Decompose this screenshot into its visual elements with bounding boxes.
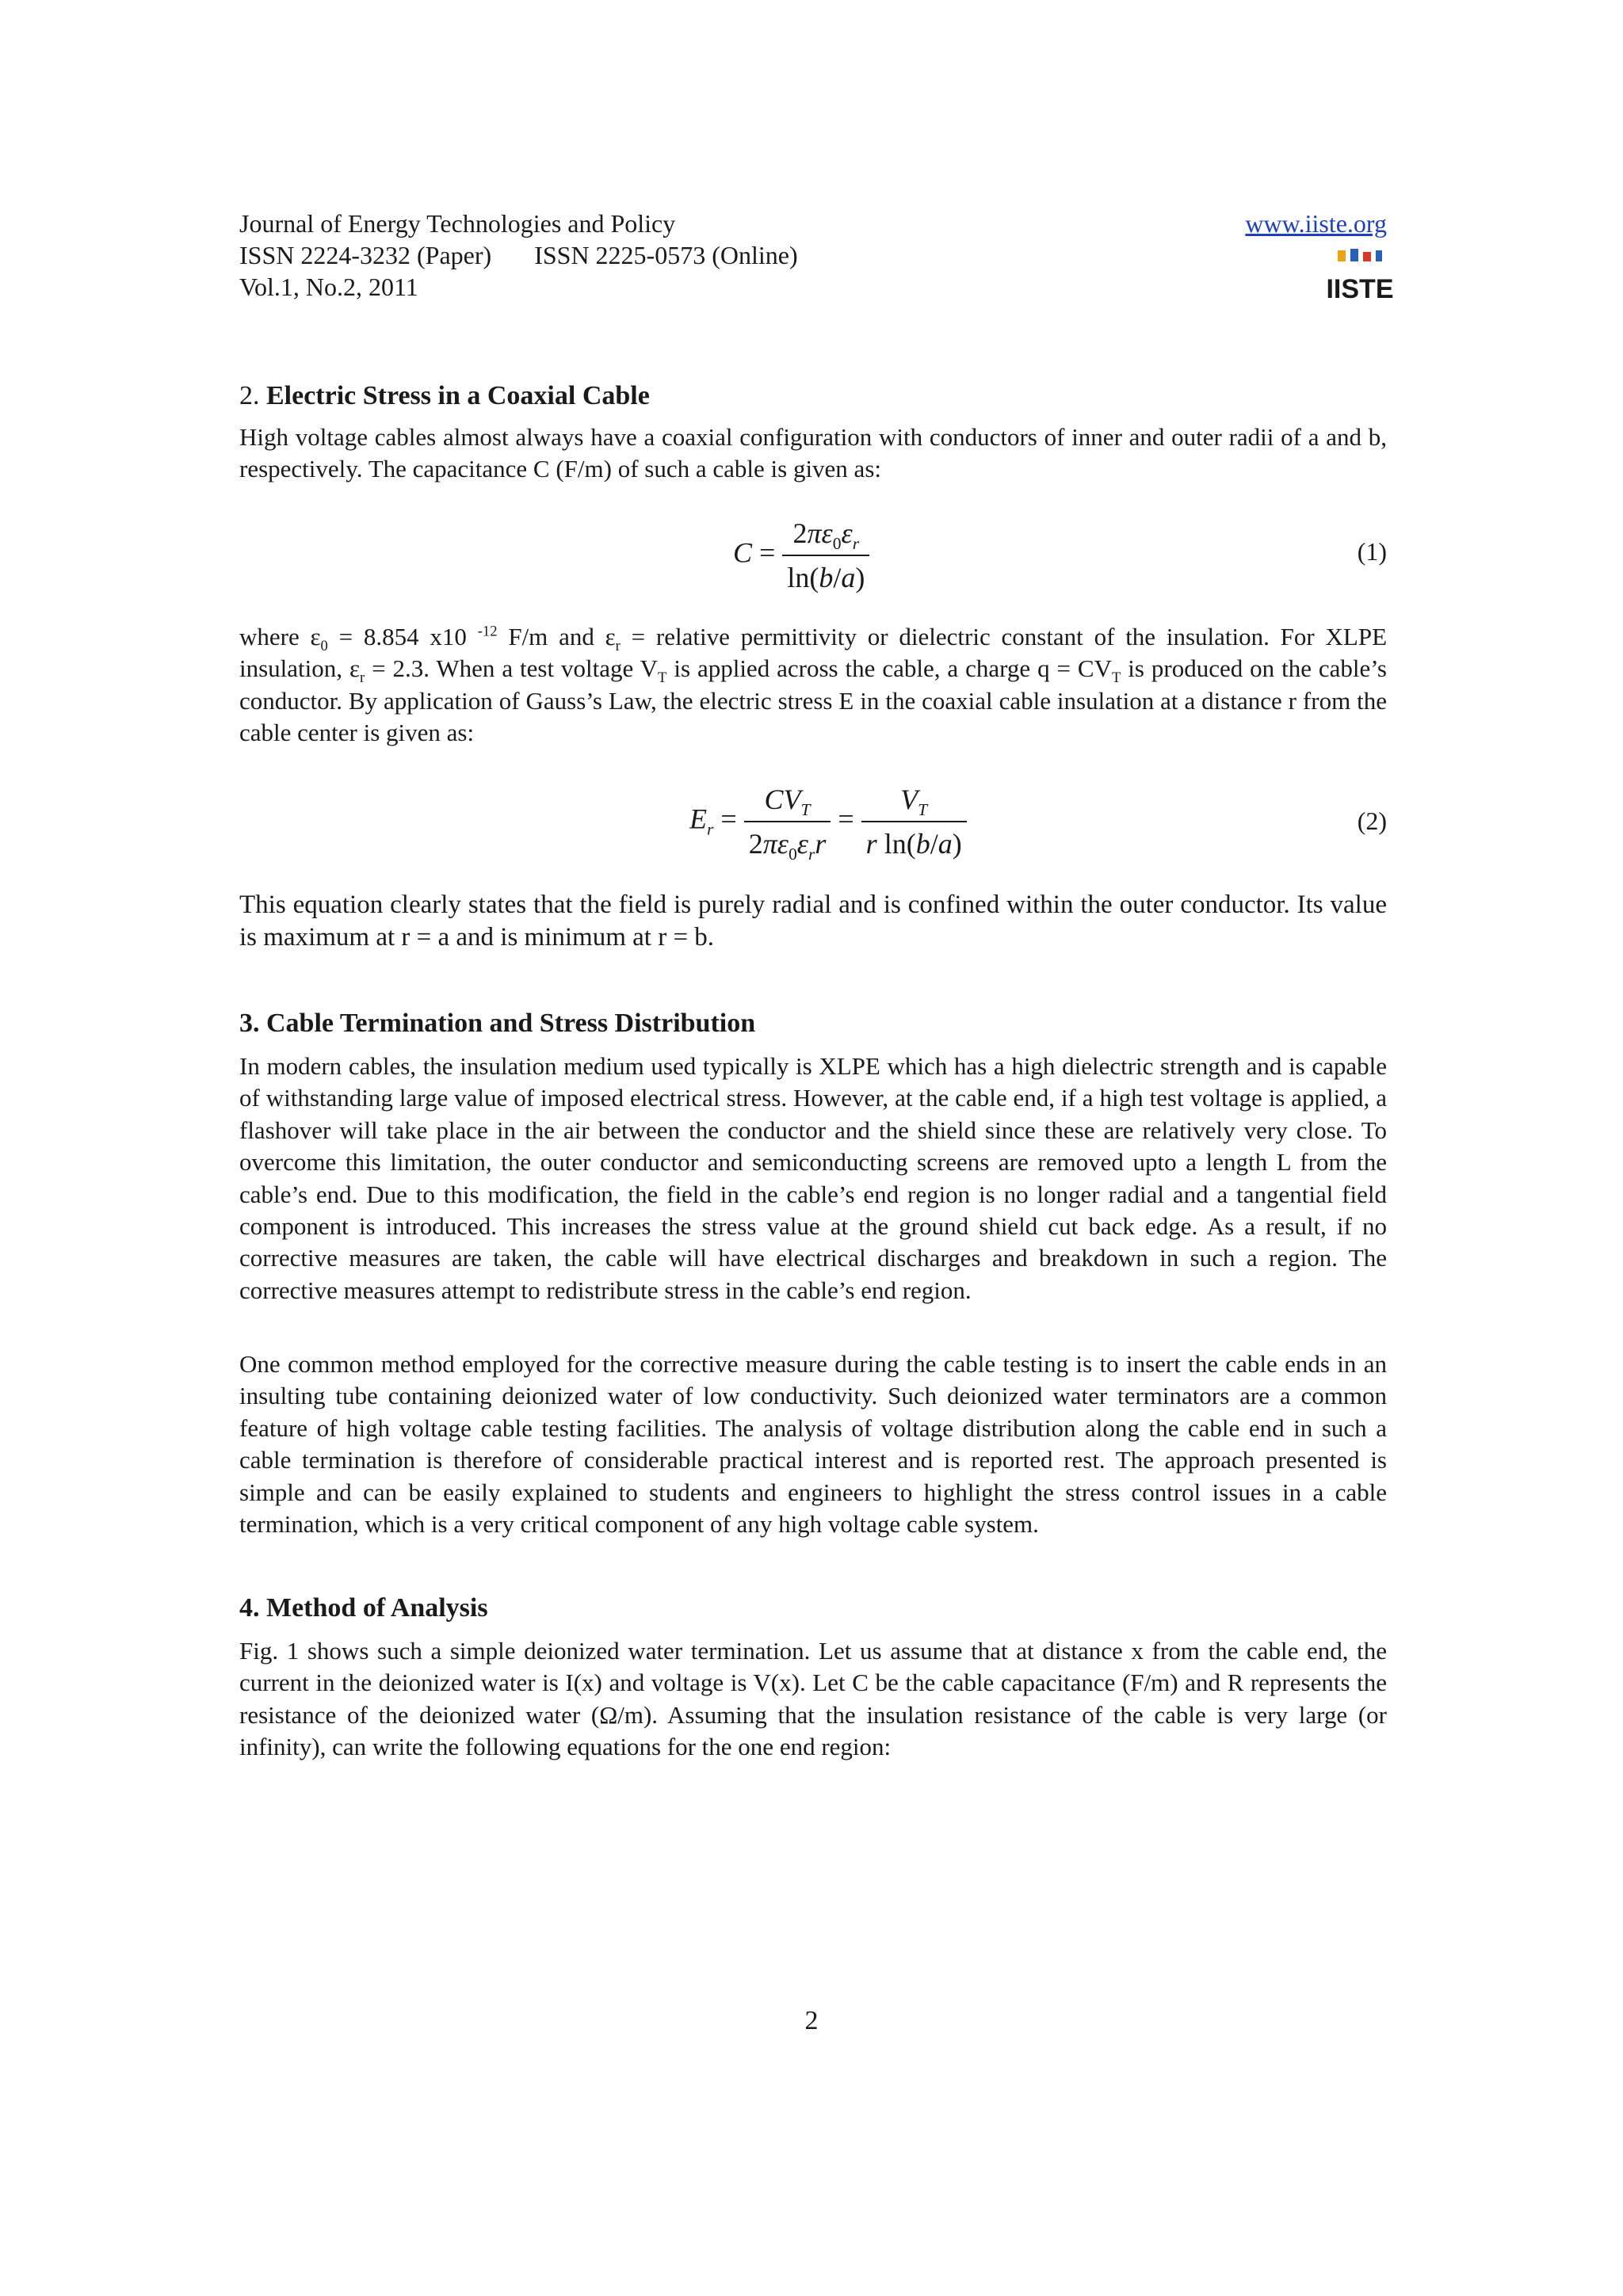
- equation-1-number: (1): [1357, 537, 1387, 566]
- section-4-heading: [239, 1592, 488, 1624]
- section-2-paragraph-3: This equation clearly states that the field is purely radial and is confined within the outer conductor. Its value is maximum at r = a and is minimum at r = b.: [239, 891, 1387, 952]
- issn-paper: ISSN 2224-3232 (Paper): [239, 241, 492, 269]
- page-number: 2: [804, 2006, 819, 2035]
- section-2-title: Electric Stress in a Coaxial Cable: [266, 381, 650, 410]
- equation-2-fraction-2: $\frac{V_T}{\text{r ln(b/a)}}$: [861, 783, 967, 860]
- volume-info: Vol.1, No.2, 2011: [239, 273, 418, 301]
- website-link[interactable]: www.iiste.org: [1245, 209, 1387, 238]
- journal-header: [239, 208, 1394, 304]
- section-3-paragraph-1: In modern cables, the insulation medium used typically is XLPE which has a high dielectric strength and is capable of withstanding large value of imposed electrical stress. However, at the cable end, if a high test voltage is applied, a flashover will take place in the air between the conductor and the shield since these are relatively very close. To overcome this limitation, the outer conductor and semiconducting screens are removed upto a length L from the cable’s end. Due to this modification, the field in the cable’s end region is no longer radial and a tangential field component is introduced. This increases the stress value at the ground shield cut back edge. As a result, if no corrective measures are taken, the cable will have electrical discharges and breakdown in such a region. The corrective measures attempt to redistribute stress in the cable’s end region.: [239, 1052, 1387, 1304]
- equation-2: $E_r$ = $\frac{CV_T}{2\pi\varepsilon_0\varepsilon_rr}$ = $\frac{V_T}{\text{r ln(b/a)}}$: [689, 783, 967, 860]
- section-2-number: 2.: [239, 381, 260, 410]
- issn-online: ISSN 2225-0573 (Online): [534, 241, 798, 269]
- iiste-logo: [1326, 247, 1394, 304]
- equation-2-number: (2): [1357, 807, 1387, 835]
- section-3-title: 3. Cable Termination and Stress Distribution: [239, 1009, 756, 1038]
- logo-text: IISTE: [1326, 274, 1394, 304]
- equation-1: C = $\frac{2\pi\varepsilon_0\varepsilon_r}{\ln(b/a)}$: [733, 517, 869, 594]
- section-2-paragraph-2: where $\varepsilon_0 = 8.854$ x10 $^{-12}$ F/m and $\varepsilon_r$ = relative permittivity or dielectric constant of the insulation. For XLPE insulation, $\varepsilon_r = 2.3$. When a test voltage $V_T$ is applied across the cable, a charge $q = CV_T$ is produced on the cable’s conductor. By application of Gauss’s Law, the electric stress E in the coaxial cable insulation at a distance r from the cable center is given as:: [239, 623, 1388, 747]
- journal-title: Journal of Energy Technologies and Policy: [239, 209, 676, 238]
- equation-1-fraction: $\frac{2\pi\varepsilon_0\varepsilon_r}{\ln(b/a)}$: [782, 517, 869, 594]
- section-4-title: 4. Method of Analysis: [239, 1593, 488, 1623]
- section-3-paragraph-2: One common method employed for the corrective measure during the cable testing is to insert the cable ends in an insulting tube containing deionized water of low conductivity. Such deionized water terminators are a common feature of high voltage cable testing facilities. The analysis of voltage distribution along the cable end in such a cable termination is therefore of considerable practical interest and is reported rest. The approach presented is simple and can be easily explained to students and engineers to highlight the stress control issues in a cable termination, which is a very critical component of any high voltage cable system.: [239, 1350, 1387, 1539]
- issn-line: [239, 239, 1387, 271]
- section-2-paragraph-1: High voltage cables almost always have a coaxial configuration with conductors of inner and outer radii of a and b, respectively. The capacitance C (F/m) of such a cable is given as:: [239, 423, 1387, 483]
- section-4-paragraph-1: Fig. 1 shows such a simple deionized water termination. Let us assume that at distance x from the cable end, the current in the deionized water is I(x) and voltage is V(x). Let C be the cable capacitance (F/m) and R represents the resistance of the deionized water (Ω/m). Assuming that the insulation resistance of the cable is very large (or infinity), can write the following equations for the one end region:: [239, 1637, 1387, 1761]
- section-2-heading: [239, 380, 650, 412]
- section-3-heading: [239, 1008, 755, 1039]
- equation-2-fraction-1: $\frac{CV_T}{2\pi\varepsilon_0\varepsilon_rr}$: [744, 783, 831, 860]
